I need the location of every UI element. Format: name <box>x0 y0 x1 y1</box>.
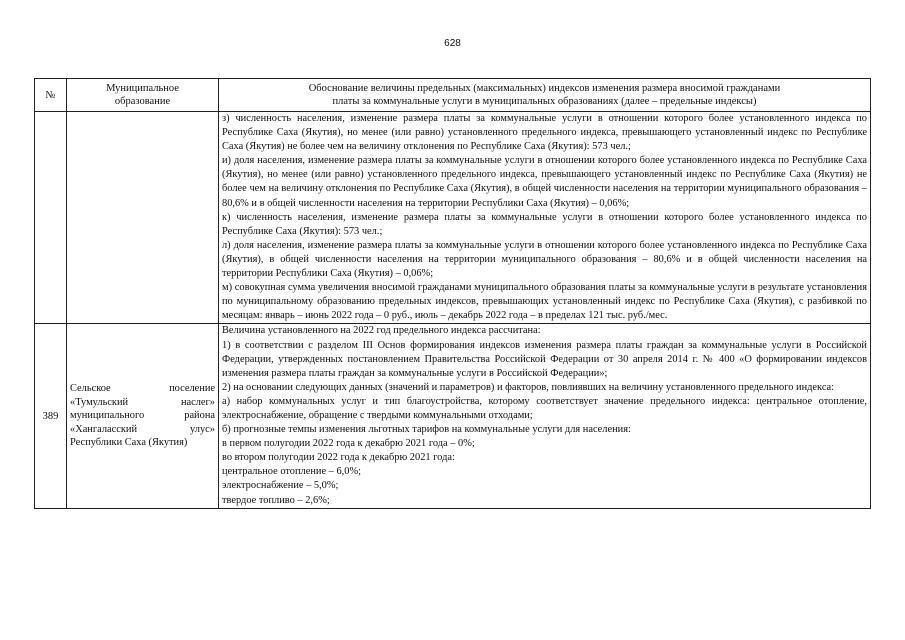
paragraph-solid-fuel: твердое топливо – 2,6%; <box>222 494 330 506</box>
cell-number-empty <box>35 112 67 324</box>
header-municipality: Муниципальное образование <box>67 79 219 112</box>
page-number: 628 <box>444 38 461 49</box>
table-row-389 <box>35 324 871 508</box>
paragraph-a: а) набор коммунальных услуг и тип благоустройства, которому соответствует значение предельного индекса: центральное отопление, электроснабжение, обращение с твердыми коммунальными отходами; <box>222 395 867 421</box>
header-justification-line2: платы за коммунальные услуги в муниципальных образованиях (далее – предельные индексы) <box>332 96 757 107</box>
cell-justification-389 <box>219 324 871 508</box>
paragraph-i: и) доля населения, изменение размера платы за коммунальные услуги в отношении которого более установленного индекса по Республике Саха (Якутия), но менее (или равно) установленного предельного индекса, превышающего установленный индекс по Республике Саха (Якутия) не более чем на величину отклонения по Республике Саха (Якутия), в общей численности населения на территории муниципального образования – 80,6% и в общей численности населения на территории Республики Саха (Якутия) – 0,06%; <box>222 155 867 209</box>
table-header-row <box>35 79 871 112</box>
paragraph-z: з) численность населения, изменение размера платы за коммунальные услуги в отношении которого более установленного индекса по Республике Саха (Якутия), но менее (или равно) установленного предельного индекса, превышающего установленный индекс по Республике Саха (Якутия) не более чем на величину отклонения по Республике Саха (Якутия): 573 чел.; <box>222 113 867 153</box>
paragraph-b: б) прогнозные темпы изменения льготных тарифов на коммунальные услуги для населения: <box>222 424 631 436</box>
municipality-cell <box>67 324 219 508</box>
cell-justification-continued <box>219 112 871 324</box>
paragraph-intro: Величина установленного на 2022 год предельного индекса рассчитана: <box>222 325 541 337</box>
paragraph-1: 1) в соответствии с разделом III Основ формирования индексов изменения размера платы граждан за коммунальные услуги в Российской Федерации, утвержденных постановлением Правительства Российской Федерации от 30 апреля 2014 г. № 400 «О формировании индексов изменения размера платы граждан за коммунальные услуги в Российской Федерации»; <box>222 339 867 379</box>
paragraph-l: л) доля населения, изменение размера платы за коммунальные услуги в отношении которого более установленного индекса по Республике Саха (Якутия), в общей численности населения на территории муниципального образования – 80,6% и в общей численности населения на территории Республики Саха (Якутия) – 0,06%; <box>222 239 867 280</box>
header-justification <box>219 79 871 112</box>
table-row-continued <box>35 112 871 324</box>
paragraph-2: 2) на основании следующих данных (значений и параметров) и факторов, повлиявших на величину установленного предельного индекса: <box>222 381 835 393</box>
cell-municipality-empty <box>67 112 219 324</box>
header-number: № <box>35 79 67 112</box>
paragraph-heating: центральное отопление – 6,0%; <box>222 466 361 478</box>
header-justification-line1: Обоснование величины предельных (максимальных) индексов изменения размера вносимой гражданами <box>308 83 781 94</box>
paragraph-k: к) численность населения, изменение размера платы за коммунальные услуги в отношении которого более установленного индекса по Республике Саха (Якутия): 573 чел.; <box>222 211 867 237</box>
indices-table <box>34 78 871 509</box>
municipality-name: Сельское поселение «Тумульский наслег» муниципального района «Хангаласский улус» Республики Саха (Якутия) <box>70 383 215 449</box>
paragraph-electricity: электроснабжение – 5,0%; <box>222 480 339 492</box>
row-number: 389 <box>35 324 67 508</box>
paragraph-second-half: во втором полугодии 2022 года к декабрю 2021 года: <box>222 452 455 464</box>
paragraph-m: м) совокупная сумма увеличения вносимой гражданами муниципального образования платы за коммунальные услуги в результате установления по муниципальному образованию предельных индексов, превышающих установленный индекс по Республике Саха (Якутия), с разбивкой по месяцам: январь – июнь 2022 года – 0 руб., июль – декабрь 2022 года – в пределах 121 тыс. руб./мес. <box>222 282 867 322</box>
paragraph-first-half: в первом полугодии 2022 года к декабрю 2021 года – 0%; <box>222 438 475 450</box>
